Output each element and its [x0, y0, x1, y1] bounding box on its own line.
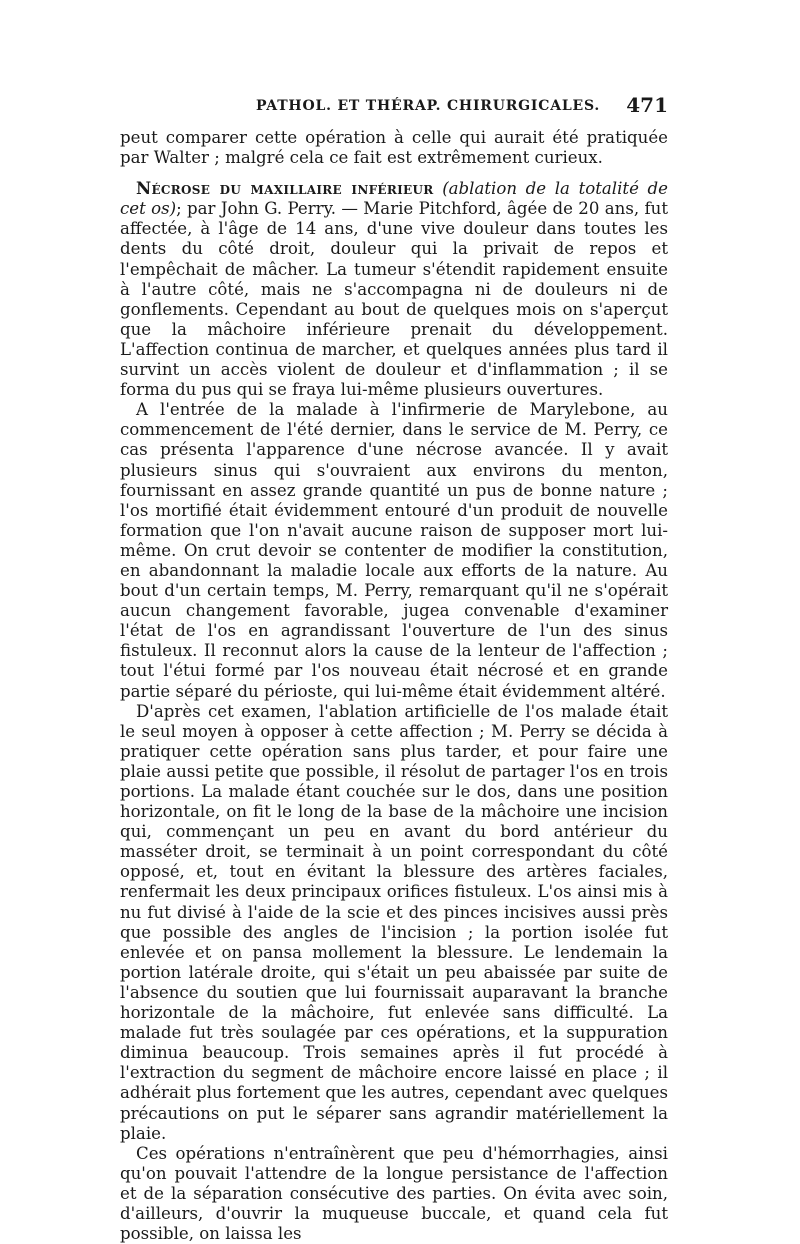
section-subtitle: (ablation de la totalité de cet os) — [120, 179, 668, 219]
paragraph-3: D'après cet examen, l'ablation artificielle de l'os malade était le seul moyen à opposer à cette affection ; M. Perry se décida à pratiquer cette opération sans plus tarder, et pour faire une plaie aussi petite que possible, il résolut de partager l'os en trois portions. La malade étant couchée sur le dos, dans une position horizontale, on fit le long de la base de la mâchoire une incision qui, commençant un peu en avant du bord antérieur du masséter droit, se terminait à un point correspondant du côté opposé, et, tout en évitant la blessure des artères faciales, renfermait les deux principaux orifices fistuleux. L'os ainsi mis à nu fut divisé à l'aide de la scie et des pinces incisives aussi près que possible des angles de l'incision ; la portion isolée fut enlevée et on pansa mollement la blessure. Le lendemain la portion latérale droite, qui s'était un peu abaissée par suite de l'absence du soutien que lui fournissait auparavant la branche horizontale de la mâchoire, fut enlevée sans difficulté. La malade fut très soulagée par ces opérations, et la suppuration diminua beaucoup. Trois semaines après il fut procédé à l'extraction du segment de mâchoire encore laissé en place ; il adhérait plus fortement que les autres, cependant avec quelques précautions on put le séparer sans agrandir matériellement la plaie. — [120, 701, 668, 1143]
paragraph-2: A l'entrée de la malade à l'infirmerie de Marylebone, au commencement de l'été dernier, dans le service de M. Perry, ce cas présenta l'apparence d'une nécrose avancée. Il y avait plusieurs sinus qui s'ouvraient aux environs du menton, fournissant en assez grande quantité un pus de bonne nature ; l'os mortifié était évidemment entouré d'un produit de nouvelle formation que l'on n'avait aucune raison de supposer mort lui-même. On crut devoir se contenter de modifier la constitution, en abandonnant la maladie locale aux efforts de la nature. Au bout d'un certain temps, M. Perry, remarquant qu'il ne s'opérait aucun changement favorable, jugea convenable d'examiner l'état de l'os en agrandissant l'ouverture de l'un des sinus fistuleux. Il reconnut alors la cause de la lenteur de l'affection ; tout l'étui formé par l'os nouveau était nécrosé et en grande partie séparé du périoste, qui lui-même était évidemment altéré. — [120, 400, 668, 701]
body-text — [120, 128, 668, 1244]
section-title: Nécrose du maxillaire inférieur — [136, 178, 434, 199]
section-paragraph-text: ; par John G. Perry. — Marie Pitchford, âgée de 20 ans, fut affectée, à l'âge de 14 ans, d'une vive douleur dans toutes les dents du côté droit, douleur qui la privait de repos et l'empêchait de mâcher. La tumeur s'étendit rapidement ensuite à l'autre côté, mais ne s'accompagna ni de douleurs ni de gonflements. Cependant au bout de quelques mois on s'aperçut que la mâchoire inférieure prenait du développement. L'affection continua de marcher, et quelques années plus tard il survint un accès violent de douleur et d'inflammation ; il se forma du pus qui se fraya lui-même plusieurs ouvertures. — [120, 199, 668, 400]
intro-paragraph: peut comparer cette opération à celle qui aurait été pratiquée par Walter ; malgré cela ce fait est extrêmement curieux. — [120, 128, 668, 168]
running-title: PATHOL. ET THÉRAP. CHIRURGICALES. — [256, 98, 601, 114]
section-paragraph — [120, 178, 668, 400]
page-number: 471 — [626, 93, 668, 117]
running-head — [120, 93, 668, 120]
paragraph-4: Ces opérations n'entraînèrent que peu d'hémorrhagies, ainsi qu'on pouvait l'attendre de la longue persistance de l'affection et de la séparation consécutive des parties. On évita avec soin, d'ailleurs, d'ouvrir la muqueuse buccale, et quand cela fut possible, on laissa les — [120, 1143, 668, 1244]
